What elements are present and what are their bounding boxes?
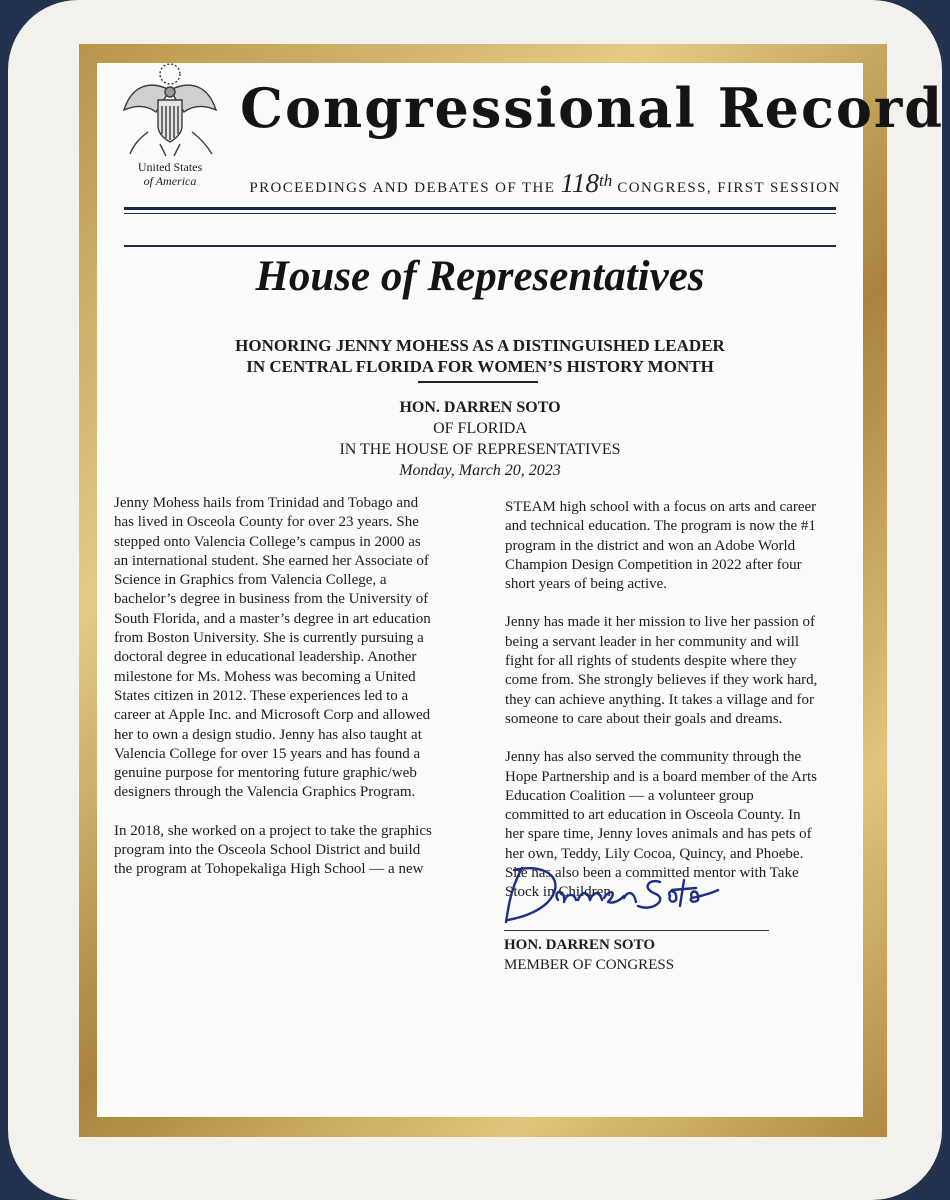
honoree-title-line2: IN CENTRAL FLORIDA FOR WOMEN’S HISTORY MONTH	[246, 357, 714, 376]
signer-block	[504, 935, 804, 975]
speaker-name: HON. DARREN SOTO	[399, 399, 561, 416]
congress-suffix: th	[598, 171, 613, 190]
body-paragraph: In 2018, she worked on a project to take the graphics program into the Osceola School District and build the program at Tohopekaliga High School — a new	[114, 822, 432, 878]
speaker-block	[97, 397, 863, 481]
title-divider	[418, 381, 538, 383]
handwritten-signature	[500, 860, 720, 930]
body-paragraph: Jenny has also served the community through the Hope Partnership and is a board member of the Arts Education Coalition — a volunteer group committed to art education in Osceola County. In her spare time, Jenny loves animals and has pets of her own, Teddy, Lily Cocoa, Quincy, and Phoebe. She has also been a committed mentor with Take Stock in Children.	[505, 749, 818, 901]
congress-number: 118	[560, 168, 599, 198]
chamber-title: House of Representatives	[255, 253, 705, 300]
body-paragraph: STEAM high school with a focus on arts and career and technical education. The program is now the #1 program in the district and won an Adobe World Champion Design Competition in 2022 after four short years of being active.	[505, 499, 817, 593]
body-column-left	[114, 494, 434, 899]
great-seal-icon	[120, 60, 220, 160]
signer-name: HON. DARREN SOTO	[504, 937, 655, 953]
seal-caption-line2: of America	[143, 174, 197, 188]
honoree-title-line1: HONORING JENNY MOHESS AS A DISTINGUISHED LEADER	[235, 336, 725, 355]
seal-caption	[110, 160, 230, 188]
header-rule-thick	[124, 207, 836, 210]
honoree-title	[97, 335, 863, 377]
section-rule	[124, 245, 836, 247]
body-column-right	[505, 498, 820, 922]
body-paragraph: Jenny has made it her mission to live her passion of being a servant leader in her community and will fight for all rights of students despite where they come from. She strongly believes if they work hard, they can achieve anything. It takes a village and for someone to care about their goals and dreams.	[505, 614, 818, 727]
signer-title: MEMBER OF CONGRESS	[504, 957, 675, 973]
body-paragraph: Jenny Mohess hails from Trinidad and Tobago and has lived in Osceola County for over 23 years. She stepped onto Valencia College’s campus in 2000 as an international student. She earned her Associate of Science in Graphics from Valencia College, a bachelor’s degree in business from the University of South Florida, and a master’s degree in art education from Boston University. She is currently pursuing a doctoral degree in educational leadership. Another milestone for Ms. Mohess was becoming a United States citizen in 2012. These experiences led to a career at Apple Inc. and Microsoft Corp and allowed her to own a design studio. Jenny has also taught at Valencia College for over 15 years and has found a genuine purpose for mentoring future graphic/web designers through the Valencia Graphics Program.	[114, 495, 431, 801]
header-rule-thin	[124, 213, 836, 214]
speaker-chamber: IN THE HOUSE OF REPRESENTATIVES	[339, 441, 621, 458]
masthead-title: Congressional Record	[240, 76, 945, 140]
seal-caption-line1: United States	[137, 160, 203, 174]
signature-line	[504, 930, 769, 931]
proceedings-line	[240, 168, 850, 199]
speech-date: Monday, March 20, 2023	[399, 462, 561, 479]
speaker-state: OF FLORIDA	[433, 420, 527, 437]
proceedings-prefix: PROCEEDINGS AND DEBATES OF THE	[249, 180, 556, 196]
proceedings-suffix: CONGRESS, FIRST SESSION	[617, 180, 841, 196]
